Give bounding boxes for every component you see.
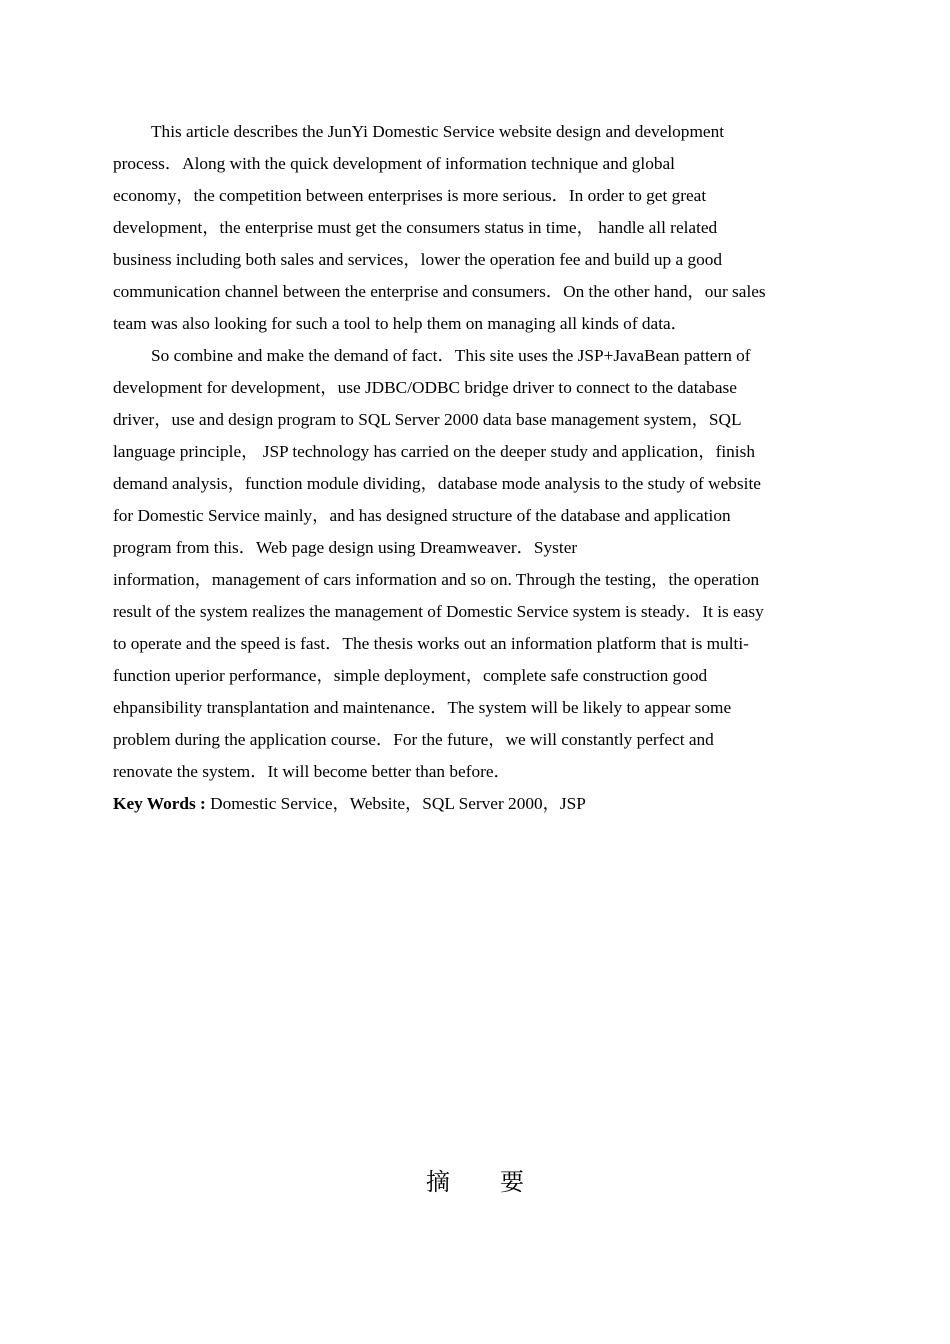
paragraph-line: function uperior performance，simple deployment，complete safe construction good bbox=[113, 666, 708, 685]
paragraph-line: economy，the competition between enterprises is more serious．In order to get great bbox=[113, 186, 707, 205]
paragraph-line: renovate the system．It will become better than before． bbox=[113, 762, 511, 781]
paragraph-line: So combine and make the demand of fact．This site uses the JSP+JavaBean pattern of bbox=[151, 346, 751, 365]
keywords-line bbox=[113, 788, 839, 820]
paragraph-line: communication channel between the enterprise and consumers．On the other hand，our sales bbox=[113, 282, 766, 301]
paragraph-line: driver，use and design program to SQL Server 2000 data base management system，SQL bbox=[113, 410, 742, 429]
keywords-text: Domestic Service，Website，SQL Server 2000，JSP bbox=[205, 794, 586, 813]
paragraph-line: team was also looking for such a tool to help them on managing all kinds of data． bbox=[113, 314, 688, 333]
keywords-label: Key Words : bbox=[113, 794, 206, 813]
paragraph-line: problem during the application course．For the future，we will constantly perfect and bbox=[113, 730, 714, 749]
heading-char-2: 要 bbox=[500, 1168, 524, 1196]
english-abstract bbox=[113, 116, 839, 820]
abstract-paragraph-2 bbox=[113, 340, 839, 788]
paragraph-line: ehpansibility transplantation and maintenance．The system will be likely to appear some bbox=[113, 698, 732, 717]
paragraph-line: result of the system realizes the management of Domestic Service system is steady．It is easy bbox=[113, 602, 764, 621]
paragraph-line: language principle， JSP technology has carried on the deeper study and application，finish bbox=[113, 442, 755, 461]
paragraph-line: program from this．Web page design using Dreamweaver．Syster bbox=[113, 538, 578, 557]
abstract-paragraph-1 bbox=[113, 116, 839, 340]
heading-char-1: 摘 bbox=[426, 1168, 450, 1196]
paragraph-line: development for development，use JDBC/ODBC bridge driver to connect to the database bbox=[113, 378, 737, 397]
paragraph-line: business including both sales and services，lower the operation fee and build up a good bbox=[113, 250, 723, 269]
paragraph-line: development，the enterprise must get the consumers status in time， handle all related bbox=[113, 218, 718, 237]
paragraph-line: demand analysis，function module dividing，database mode analysis to the study of website bbox=[113, 474, 761, 493]
paragraph-line: information，management of cars information and so on. Through the testing，the operation bbox=[113, 570, 760, 589]
paragraph-line: for Domestic Service mainly，and has designed structure of the database and application bbox=[113, 506, 731, 525]
paragraph-line: This article describes the JunYi Domestic Service website design and development bbox=[151, 122, 725, 141]
paragraph-line: to operate and the speed is fast．The thesis works out an information platform that is multi- bbox=[113, 634, 749, 653]
chinese-abstract-heading bbox=[0, 1164, 950, 1200]
paragraph-line: process．Along with the quick development of information technique and global bbox=[113, 154, 675, 173]
